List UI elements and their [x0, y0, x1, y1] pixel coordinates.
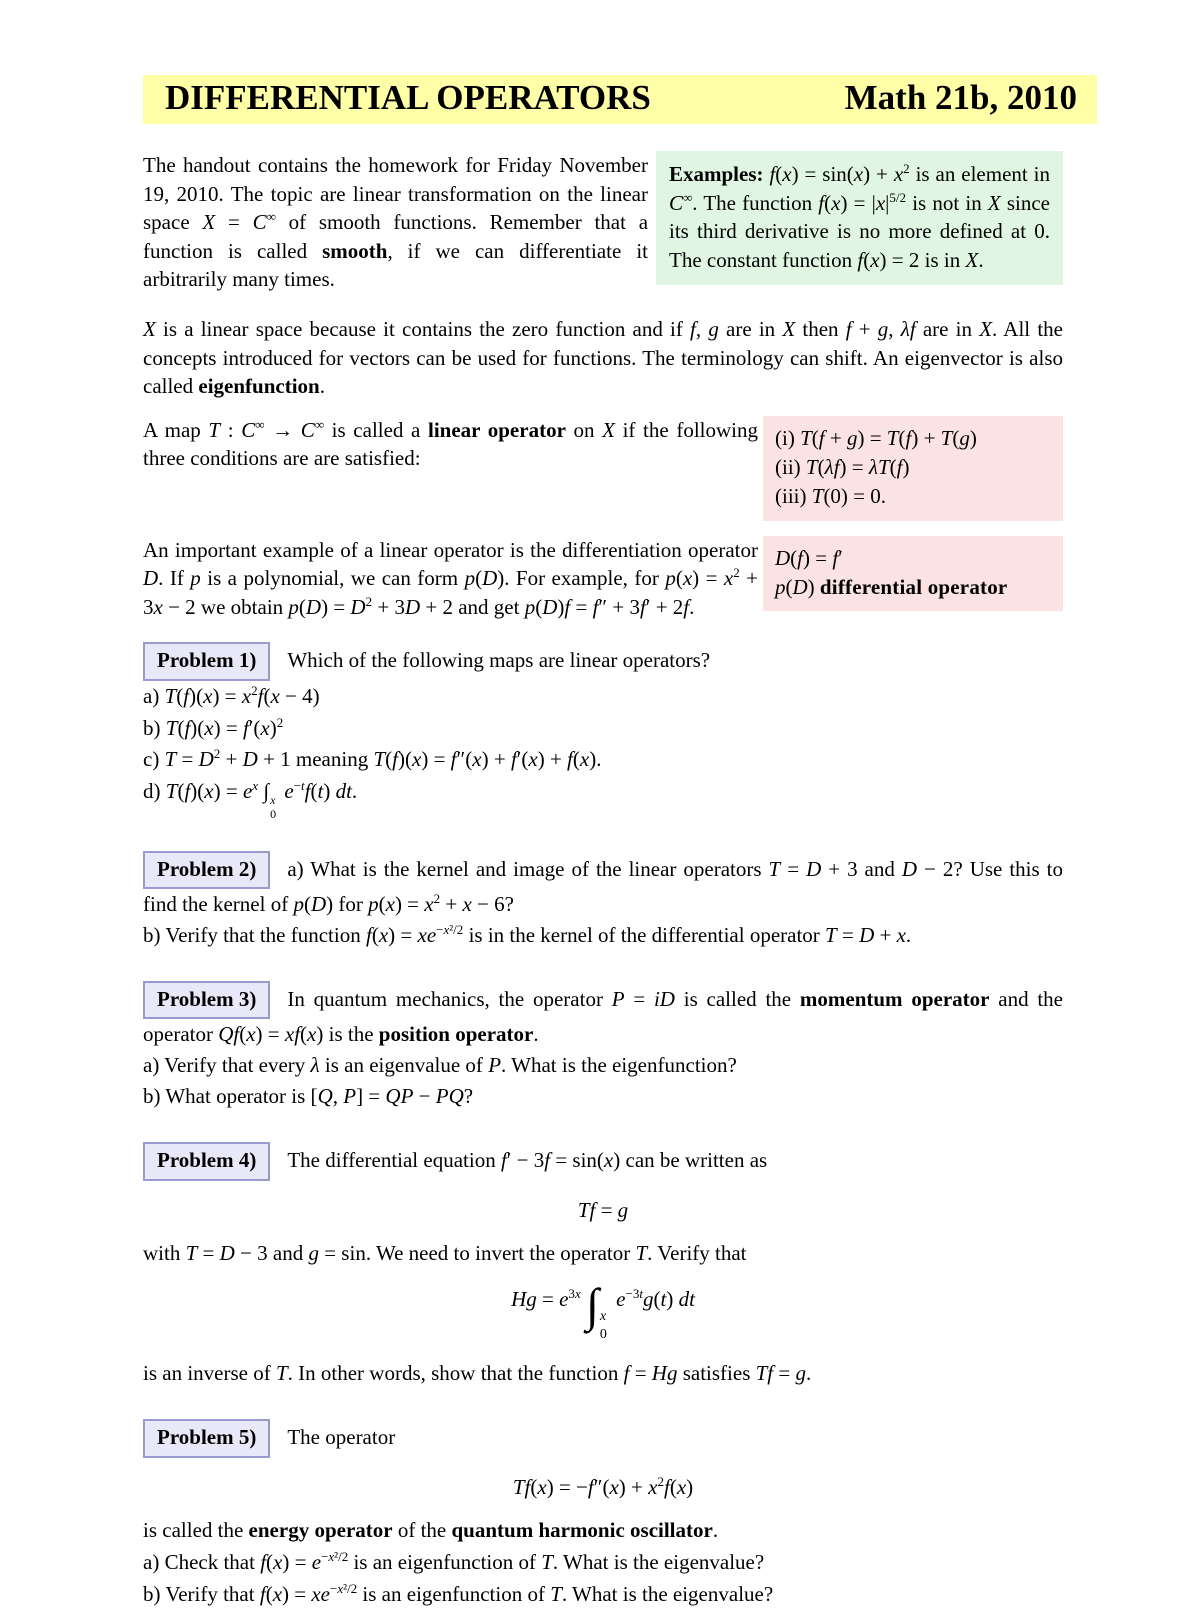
document-title: DIFFERENTIAL OPERATORS [165, 78, 651, 117]
problem-5-part-a: a) Check that $f(x) = e^{-x^2/2}$ is an eigenfunction of T. What is the eigenvalue? [143, 1548, 765, 1574]
conditions-box [763, 416, 1063, 521]
problem-1-item-a: a) $T(f)(x) = x^2f(x - 4)$ [143, 682, 320, 708]
problem-5-head [143, 1419, 1063, 1457]
linear-operator-paragraph: A map T : C∞ → C∞ is called a linear operator on X if the following three conditions are are satisfied: [143, 416, 758, 471]
diff-box-line-1: D(f) = f′ [775, 545, 843, 570]
examples-box [656, 151, 1063, 285]
differentiation-paragraph: An important example of a linear operator is the differentiation operator D. If p is a polynomial, we can form p(D). For example, for $p(x) = x^2 + 3x - 2$ we obtain $p(D) = D^2 + 3D + 2$ and get p(D)f = f″ + 3f′ + 2f. [143, 537, 759, 619]
problem-4-equation-1: Tf = g [577, 1197, 629, 1222]
problem-2-label: Problem 2) [143, 851, 270, 889]
problem-2-head [143, 851, 1063, 920]
problem-4-head [143, 1142, 1063, 1180]
condition-ii: (ii) T(λf) = λT(f) [775, 454, 910, 479]
examples-text: Examples: $f(x) = \sin(x) + x^2$ is an element in C∞. The function $f(x) = |x|^{5/2}$ is not in X since its third derivative is no more defined at 0. The constant function f(x) = 2 is in X. [669, 161, 1050, 272]
problem-4 [143, 1142, 1063, 1390]
problem-1-label: Problem 1) [143, 642, 270, 680]
problem-3-intro: In quantum mechanics, the operator P = iD is called the momentum operator and the operator Qf(x) = xf(x) is the position operator. [143, 986, 1064, 1047]
problem-5-equation: $Tf(x) = -f''(x) + x^2f(x)$ [512, 1473, 694, 1499]
course-label: Math 21b, 2010 [844, 78, 1077, 117]
problem-2-part-b: b) Verify that the function $f(x) = xe^{-x^2/2}$ is in the kernel of the differential operator T = D + x. [143, 921, 912, 947]
problem-1-item-b: b) $T(f)(x) = f'(x)^2$ [143, 714, 284, 740]
problem-4-equation-2: $Hg = e^{3x}$ ∫ x 0 $e^{-3t}g(t)$ dt [511, 1279, 695, 1342]
problem-3-head [143, 981, 1063, 1050]
condition-iii: (iii) T(0) = 0. [775, 483, 887, 508]
problem-4-intro: The differential equation f′ − 3f = sin(x) can be written as [287, 1148, 768, 1173]
problem-1 [143, 642, 1063, 822]
problem-5-label: Problem 5) [143, 1419, 270, 1457]
diff-box-line-2: p(D) differential operator [775, 574, 1008, 599]
intro-paragraph: The handout contains the homework for Friday November 19, 2010. The topic are linear transformation on the linear space X = C∞ of smooth functions. Remember that a function is called smooth, if we can differentiate it arbitrarily many times. [143, 153, 649, 292]
problem-3-label: Problem 3) [143, 981, 270, 1019]
diff-operator-box [763, 536, 1063, 612]
problem-1-head [143, 642, 1063, 680]
problem-2 [143, 851, 1063, 952]
problem-1-item-c: c) $T = D^2 + D + 1$ meaning T(f)(x) = f″(x) + f′(x) + f(x). [143, 746, 602, 772]
problem-3-part-b: b) What operator is [Q, P] = QP − PQ? [143, 1084, 474, 1109]
linear-operator-row [143, 416, 1063, 521]
intro-row [143, 151, 1063, 294]
condition-i: (i) T(f + g) = T(f) + T(g) [775, 425, 977, 450]
problem-4-middle: with T = D − 3 and g = sin. We need to invert the operator T. Verify that [143, 1240, 747, 1265]
problem-1-intro: Which of the following maps are linear operators? [287, 648, 711, 673]
problem-5-line: is called the energy operator of the quantum harmonic oscillator. [143, 1517, 719, 1542]
problem-5-part-b: b) Verify that $f(x) = xe^{-x^2/2}$ is an eigenfunction of T. What is the eigenvalue? [143, 1580, 774, 1606]
problem-5-intro: The operator [287, 1425, 396, 1450]
linear-space-paragraph: X is a linear space because it contains the zero function and if f, g are in X then f + g, λf are in X. All the concepts introduced for vectors can be used for functions. The terminology can shift. An eigenvector is also called eigenfunction. [143, 316, 1063, 399]
problem-4-label: Problem 4) [143, 1142, 270, 1180]
problem-3-part-a: a) Verify that every λ is an eigenvalue of P. What is the eigenfunction? [143, 1052, 737, 1077]
problem-1-item-d: d) $T(f)(x) = e^x$ ∫ x 0 $e^{-t}f(t)$ dt. [143, 778, 358, 822]
problem-2-part-a: a) What is the kernel and image of the linear operators T = D + 3 and D − 2? Use this to find the kernel of p(D) for $p(x) = x^2 + x - 6$? [143, 856, 1064, 917]
problem-3 [143, 981, 1063, 1114]
document-body [143, 151, 1063, 1610]
differentiation-row [143, 536, 1063, 622]
title-bar [143, 75, 1097, 124]
problem-4-end: is an inverse of T. In other words, show that the function f = Hg satisfies Tf = g. [143, 1361, 812, 1386]
problem-5 [143, 1419, 1063, 1610]
